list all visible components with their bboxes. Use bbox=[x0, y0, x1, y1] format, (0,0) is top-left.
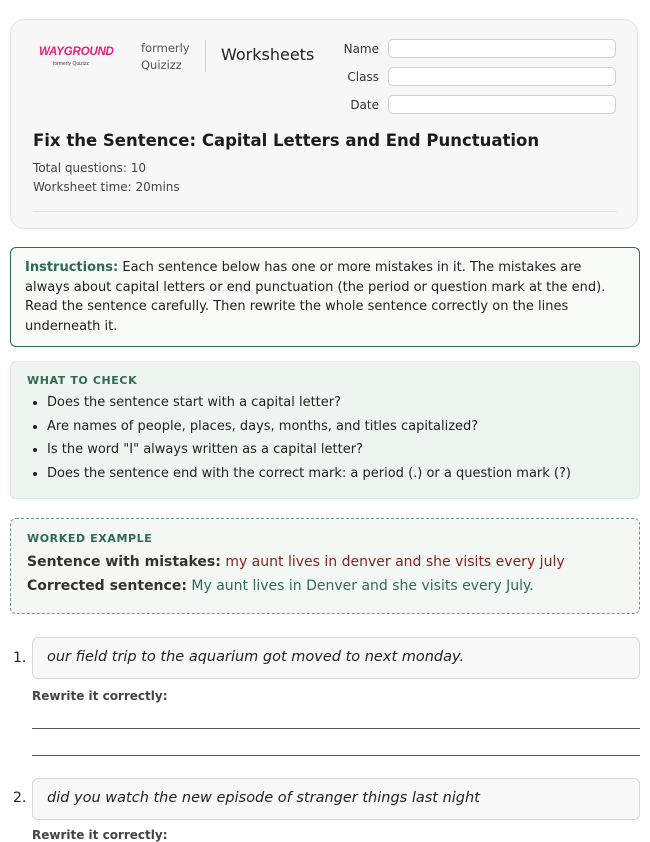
class-label: Class bbox=[347, 70, 379, 84]
wayground-logo bbox=[39, 46, 135, 86]
example-mistake-line bbox=[27, 554, 565, 570]
example-corrected-line bbox=[27, 578, 534, 594]
answer-line[interactable] bbox=[32, 728, 640, 729]
formerly-quizizz-note: formerly Quizizz bbox=[141, 41, 190, 72]
logo-subtitle: formerly Quizizz bbox=[53, 61, 89, 67]
check-item: • Is the word "I" always written as a capital letter? bbox=[47, 442, 571, 466]
answer-line[interactable] bbox=[32, 755, 640, 756]
instructions-lead: Instructions: bbox=[25, 260, 119, 275]
example-corrected-text: My aunt lives in Denver and she visits every July. bbox=[191, 578, 534, 594]
example-corrected-label: Corrected sentence: bbox=[27, 578, 187, 594]
worksheet-title: Fix the Sentence: Capital Letters and End Punctuation bbox=[33, 131, 540, 150]
worked-example-title: WORKED EXAMPLE bbox=[27, 532, 153, 545]
rewrite-prompt: Rewrite it correctly: bbox=[32, 828, 168, 842]
question-number: 2. bbox=[13, 790, 27, 806]
question-sentence: our field trip to the aquarium got moved to next monday. bbox=[32, 637, 640, 679]
rewrite-prompt: Rewrite it correctly: bbox=[32, 689, 168, 703]
section-title: Worksheets bbox=[221, 45, 315, 64]
total-questions: Total questions: 10 bbox=[33, 161, 147, 175]
date-field[interactable] bbox=[388, 95, 616, 114]
date-label: Date bbox=[350, 98, 379, 112]
check-item: • Are names of people, places, days, months, and titles capitalized? bbox=[47, 419, 571, 443]
what-to-check-box bbox=[10, 361, 640, 499]
name-label: Name bbox=[343, 42, 379, 56]
worked-example-box bbox=[10, 518, 640, 614]
example-mistake-text: my aunt lives in denver and she visits every july bbox=[225, 554, 565, 570]
question-number: 1. bbox=[13, 650, 27, 666]
worksheet-header bbox=[10, 19, 638, 229]
check-item: • Does the sentence start with a capital letter? bbox=[47, 395, 571, 419]
what-to-check-title: WHAT TO CHECK bbox=[27, 374, 138, 387]
logo-wordmark: WAYGROUND bbox=[39, 46, 114, 58]
check-item: • Does the sentence end with the correct mark: a period (.) or a question mark (?) bbox=[47, 466, 571, 490]
instructions-body: Each sentence below has one or more mistakes in it. The mistakes are always about capital letters or end punctuation (the period or question mark at the end). Read the sentence carefully. Then rewrite the whole sentence correctly on the lines underneath it. bbox=[25, 260, 606, 334]
class-field[interactable] bbox=[388, 67, 616, 86]
name-field[interactable] bbox=[388, 39, 616, 58]
header-rule bbox=[33, 211, 617, 212]
instructions-box bbox=[10, 247, 640, 347]
worksheet-time: Worksheet time: 20mins bbox=[33, 180, 180, 194]
example-mistake-label: Sentence with mistakes: bbox=[27, 554, 221, 570]
question-sentence: did you watch the new episode of stranger things last night bbox=[32, 778, 640, 820]
check-list bbox=[29, 395, 571, 489]
header-divider bbox=[205, 40, 206, 72]
